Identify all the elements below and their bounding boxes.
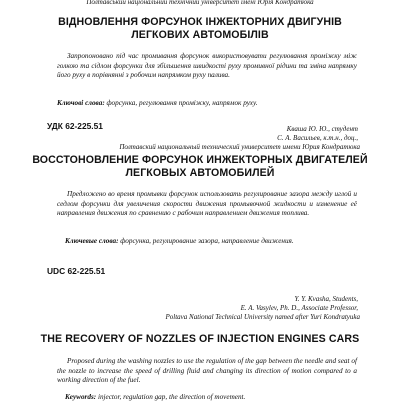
- keywords-label-en: Keywords:: [65, 393, 97, 401]
- keywords-ru: [65, 237, 294, 245]
- author-en-1: Y. Y. Kvasha, Students,: [294, 295, 358, 303]
- keywords-label-ua: Ключові слова:: [57, 99, 105, 107]
- abstract-ua: Запропоновано під час промивання форсунок використовувати регулювання проміжку між голкою та сідлом форсунки для збільшення швидкості руху промивної рідини та зміна напрямку його руху в порівнянні з робочим напрямком руху палива.: [57, 52, 357, 80]
- title-ru-line2: ЛЕГКОВЫХ АВТОМОБИЛЕЙ: [125, 167, 275, 179]
- udc-en: UDC 62-225.51: [47, 266, 106, 276]
- author-ru-1: Кваша Ю. Ю., студент: [286, 125, 358, 133]
- abstract-ru: Предложено во время промывки форсунок использовать регулирование зазора между иглой и седлом форсунки для увеличения скорости движения промывочной жидкости и изменение её направления движения по сравнению с рабочим направлением движения топлива.: [57, 190, 357, 218]
- author-ru-2: С. А. Васильев, к.т.н., доц.,: [277, 134, 358, 142]
- title-ru-line1: ВОССТОНОВЛЕНИЕ ФОРСУНОК ИНЖЕКТОРНЫХ ДВИГАТЕЛЕЙ: [32, 154, 368, 166]
- keywords-text-ua: форсунка, регулювання проміжку, напрямок руху.: [104, 99, 258, 107]
- title-ua-line1: ВІДНОВЛЕННЯ ФОРСУНОК ІНЖЕКТОРНИХ ДВИГУНІВ: [58, 16, 342, 28]
- keywords-text-en: injector, regulation gap, the direction of movement.: [96, 393, 246, 401]
- abstract-en: Proposed during the washing nozzles to use the regulation of the gap between the needle and seat of the nozzle to increase the speed of drilling fluid and changing its direction of motion compared to a working direction of the fuel.: [57, 357, 357, 385]
- keywords-ua: [57, 99, 258, 107]
- affiliation-en: Poltava National Technical University named after Yuri Kondratyuka: [165, 313, 360, 321]
- keywords-text-ru: форсунка, регулирование зазора, направление движения.: [118, 237, 294, 245]
- affiliation-ru: Полтавский национальный технический университет имени Юрия Кондратюка: [119, 143, 360, 151]
- title-en: THE RECOVERY OF NOZZLES OF INJECTION ENGINES CARS: [40, 333, 360, 345]
- affiliation-ua: Полтавський національний технічний університет імені Юрія Кондратюка: [86, 0, 314, 6]
- title-ua-line2: ЛЕГКОВИХ АВТОМОБІЛІВ: [131, 29, 269, 41]
- author-en-2: E. A. Vasylev, Ph. D., Associate Professor,: [240, 304, 358, 312]
- keywords-label-ru: Ключевые слова:: [65, 237, 119, 245]
- udc-ru: УДК 62-225.51: [47, 121, 103, 131]
